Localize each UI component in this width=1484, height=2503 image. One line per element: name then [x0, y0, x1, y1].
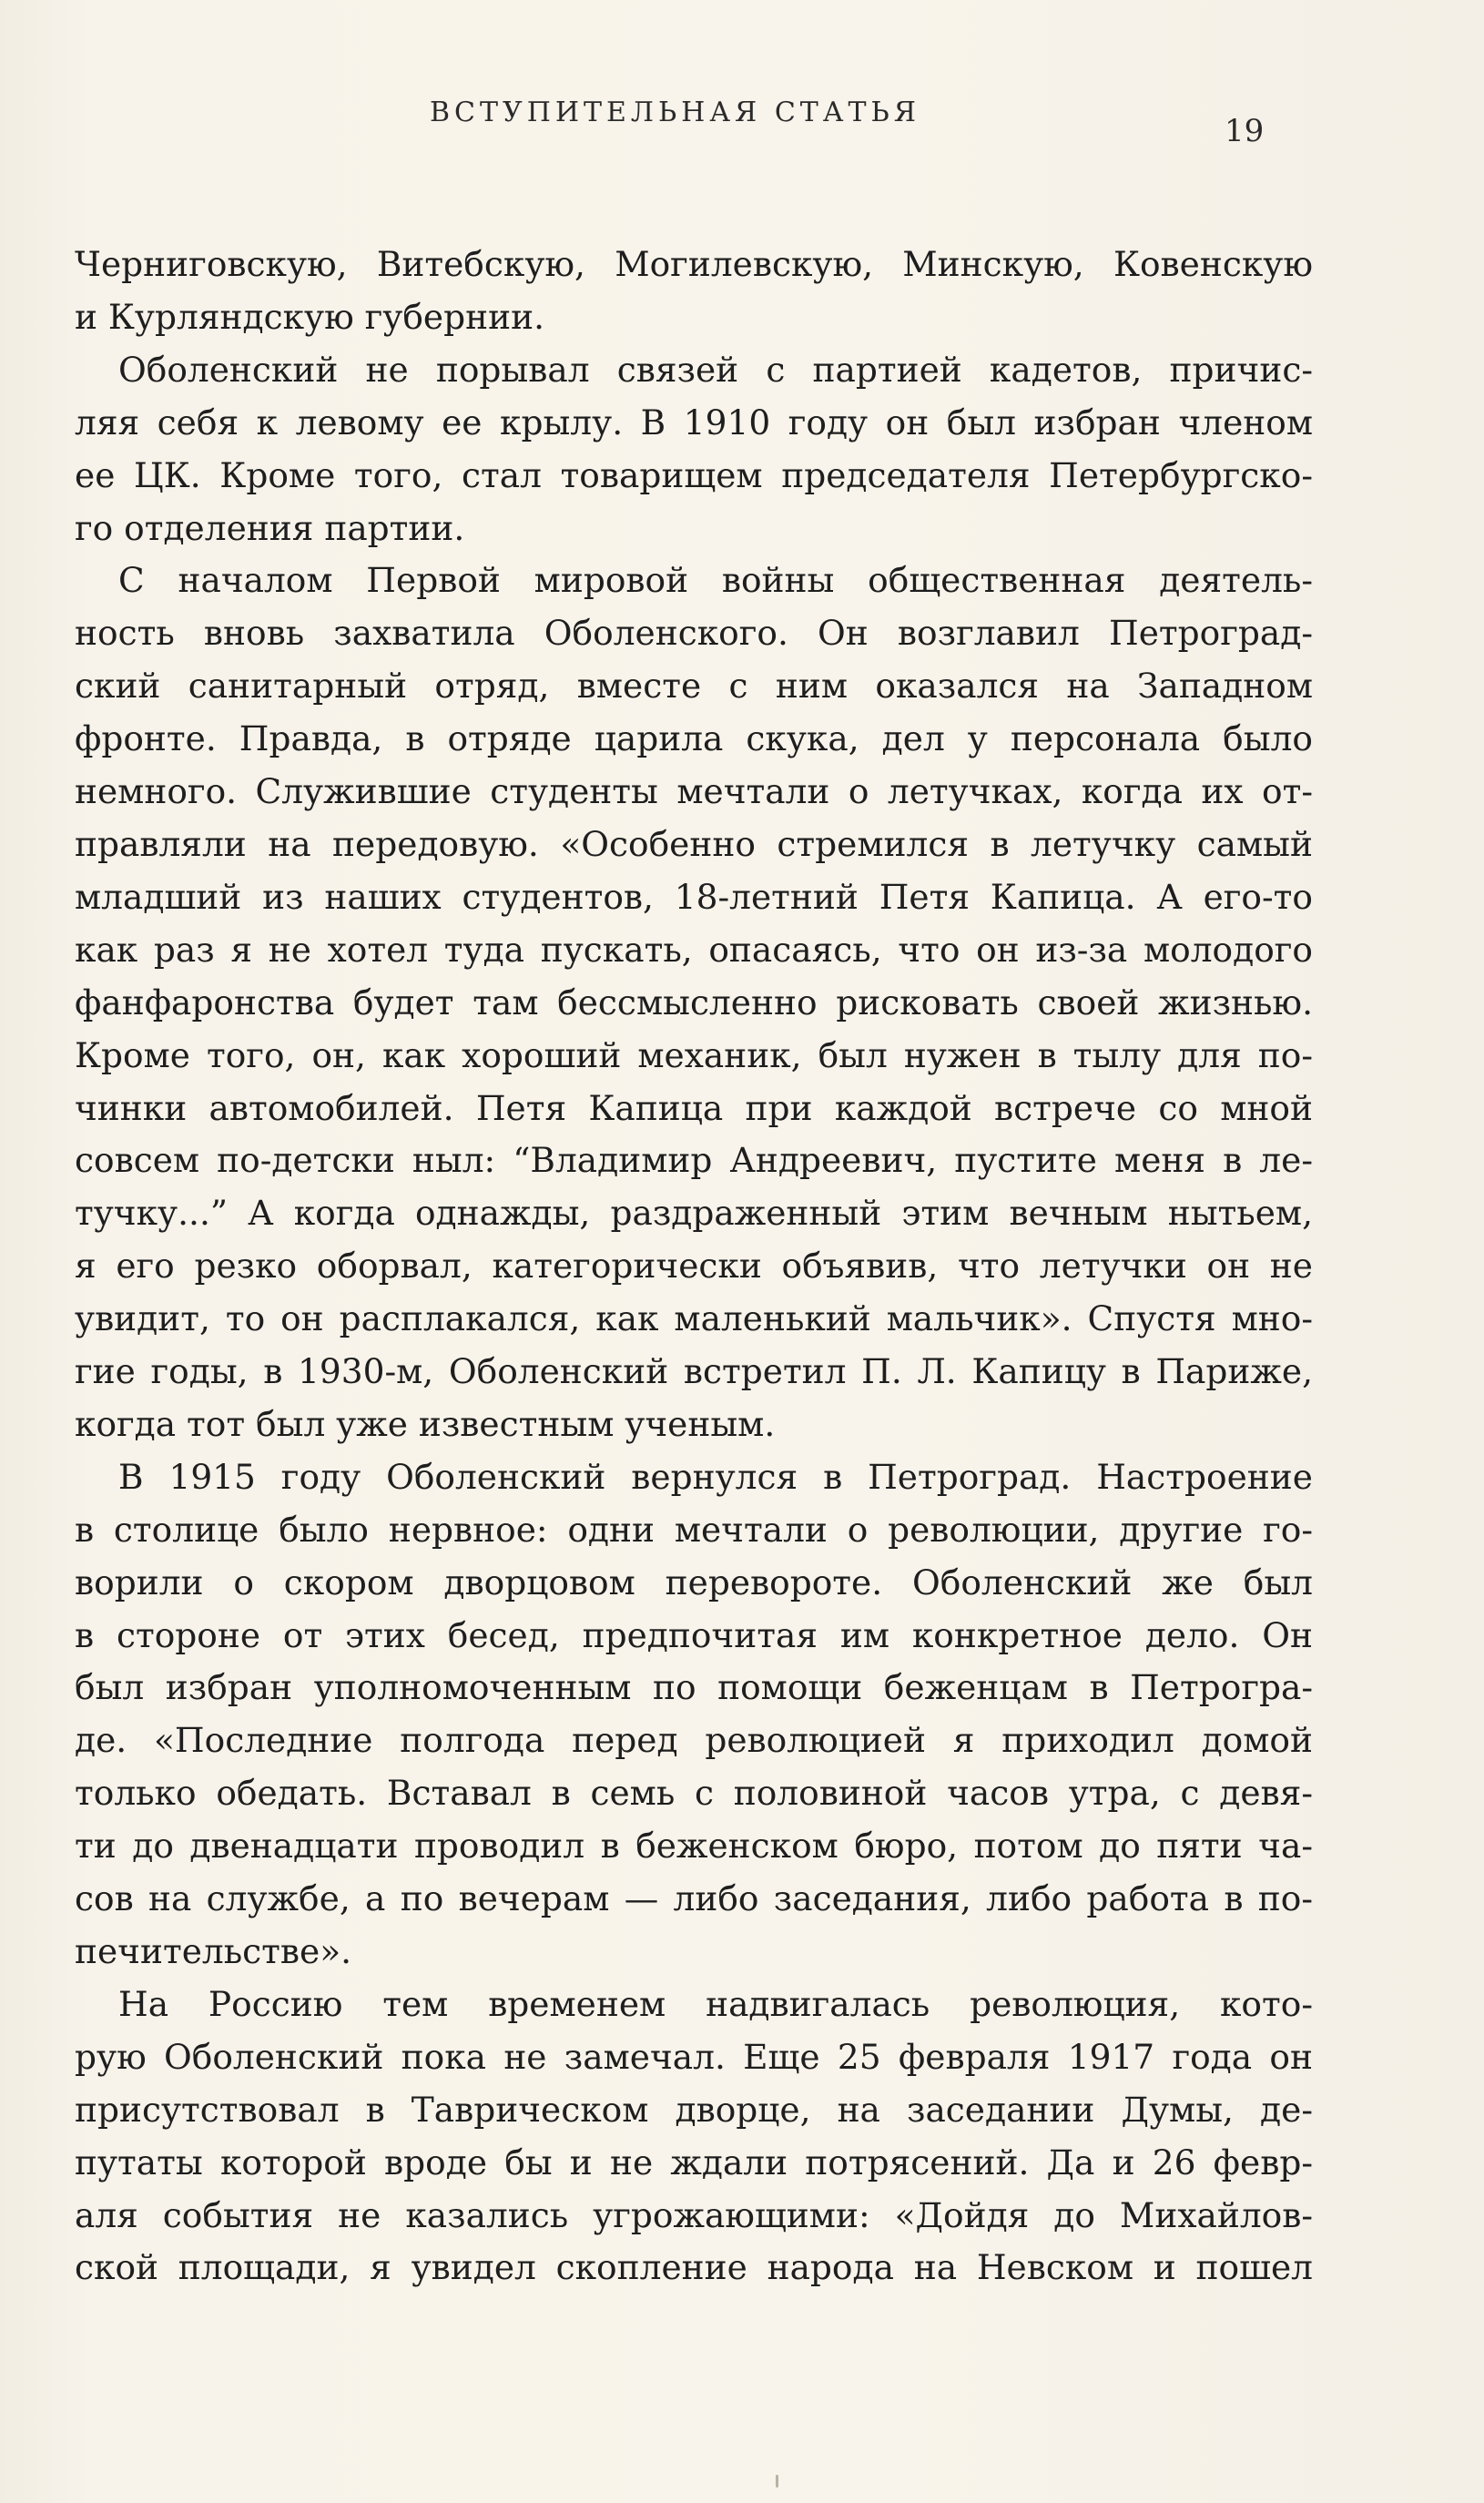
text-line: ский санитарный отряд, вместе с ним оказался на Западном: [75, 666, 1313, 707]
text-line: ворили о скором дворцовом перевороте. Оболенский же был: [75, 1562, 1313, 1603]
text-line: Черниговскую, Витебскую, Могилевскую, Минскую, Ковенскую: [75, 244, 1313, 284]
text-line: присутствовал в Таврическом дворце, на заседании Думы, де-: [75, 2089, 1313, 2130]
text-line: только обедать. Вставал в семь с половиной часов утра, с девя-: [75, 1773, 1313, 1814]
text-line: рую Оболенский пока не замечал. Еще 25 февраля 1917 года он: [75, 2036, 1313, 2077]
text-line: в стороне от этих бесед, предпочитая им конкретное дело. Он: [75, 1614, 1313, 1655]
text-line: путаты которой вроде бы и не ждали потрясений. Да и 26 февр-: [75, 2142, 1313, 2182]
text-line: тучку...” А когда однажды, раздраженный этим вечным нытьем,: [75, 1193, 1313, 1234]
text-line: был избран уполномоченным по помощи беженцам в Петрогра-: [75, 1667, 1313, 1708]
text-line: ской площади, я увидел скопление народа на Невском и пошел: [75, 2247, 1313, 2288]
text-line: когда тот был уже известным ученым.: [75, 1403, 776, 1444]
text-line: как раз я не хотел туда пускать, опасаясь, что он из-за молодого: [75, 929, 1313, 970]
text-line: ти до двенадцати проводил в беженском бюро, потом до пяти ча-: [75, 1826, 1313, 1867]
text-line: Кроме того, он, как хороший механик, был нужен в тылу для по-: [75, 1034, 1313, 1075]
text-line: гие годы, в 1930-м, Оболенский встретил П. Л. Капицу в Париже,: [75, 1351, 1313, 1392]
text-line: На Россию тем временем надвигалась революция, кото-: [118, 1983, 1313, 2024]
text-line: увидит, то он расплакался, как маленький мальчик». Спустя мно-: [75, 1298, 1313, 1339]
text-line: де. «Последние полгода перед революцией я приходил домой: [75, 1720, 1313, 1761]
text-line: ность вновь захватила Оболенского. Он возглавил Петроград-: [75, 613, 1313, 654]
text-line: С началом Первой мировой войны общественная деятель-: [118, 560, 1313, 601]
running-title: ВСТУПИТЕЛЬНАЯ СТАТЬЯ: [430, 97, 920, 128]
text-line: печительстве».: [75, 1931, 352, 1971]
text-line: В 1915 году Оболенский вернулся в Петроград. Настроение: [118, 1456, 1313, 1497]
text-line: чинки автомобилей. Петя Капица при каждой встрече со мной: [75, 1087, 1313, 1128]
text-line: фанфаронства будет там бессмысленно рисковать своей жизнью.: [75, 982, 1313, 1023]
page-edge-mark: [776, 2475, 778, 2488]
page-number: 19: [1225, 113, 1265, 149]
text-line: сов на службе, а по вечерам — либо заседания, либо работа в по-: [75, 1878, 1313, 1919]
text-line: правляли на передовую. «Особенно стремился в летучку самый: [75, 823, 1313, 864]
text-line: совсем по-детски ныл: “Владимир Андреевич, пустите меня в ле-: [75, 1140, 1313, 1181]
text-line: немного. Служившие студенты мечтали о летучках, когда их от-: [75, 771, 1313, 812]
text-line: го отделения партии.: [75, 507, 465, 548]
text-line: фронте. Правда, в отряде царила скука, дел у персонала было: [75, 718, 1313, 759]
text-line: я его резко оборвал, категорически объявив, что летучки он не: [75, 1246, 1313, 1287]
text-line: Оболенский не порывал связей с партией кадетов, причис-: [118, 349, 1313, 390]
text-line: ее ЦК. Кроме того, стал товарищем председателя Петербургско-: [75, 454, 1313, 495]
text-line: и Курляндскую губернии.: [75, 296, 545, 337]
text-line: аля события не казались угрожающими: «Дойдя до Михайлов-: [75, 2194, 1313, 2235]
text-line: младший из наших студентов, 18-летний Петя Капица. А его-то: [75, 876, 1313, 917]
text-line: ляя себя к левому ее крылу. В 1910 году он был избран членом: [75, 402, 1313, 443]
body-text: [75, 239, 1313, 2294]
text-line: в столице было нервное: одни мечтали о революции, другие го-: [75, 1509, 1313, 1550]
